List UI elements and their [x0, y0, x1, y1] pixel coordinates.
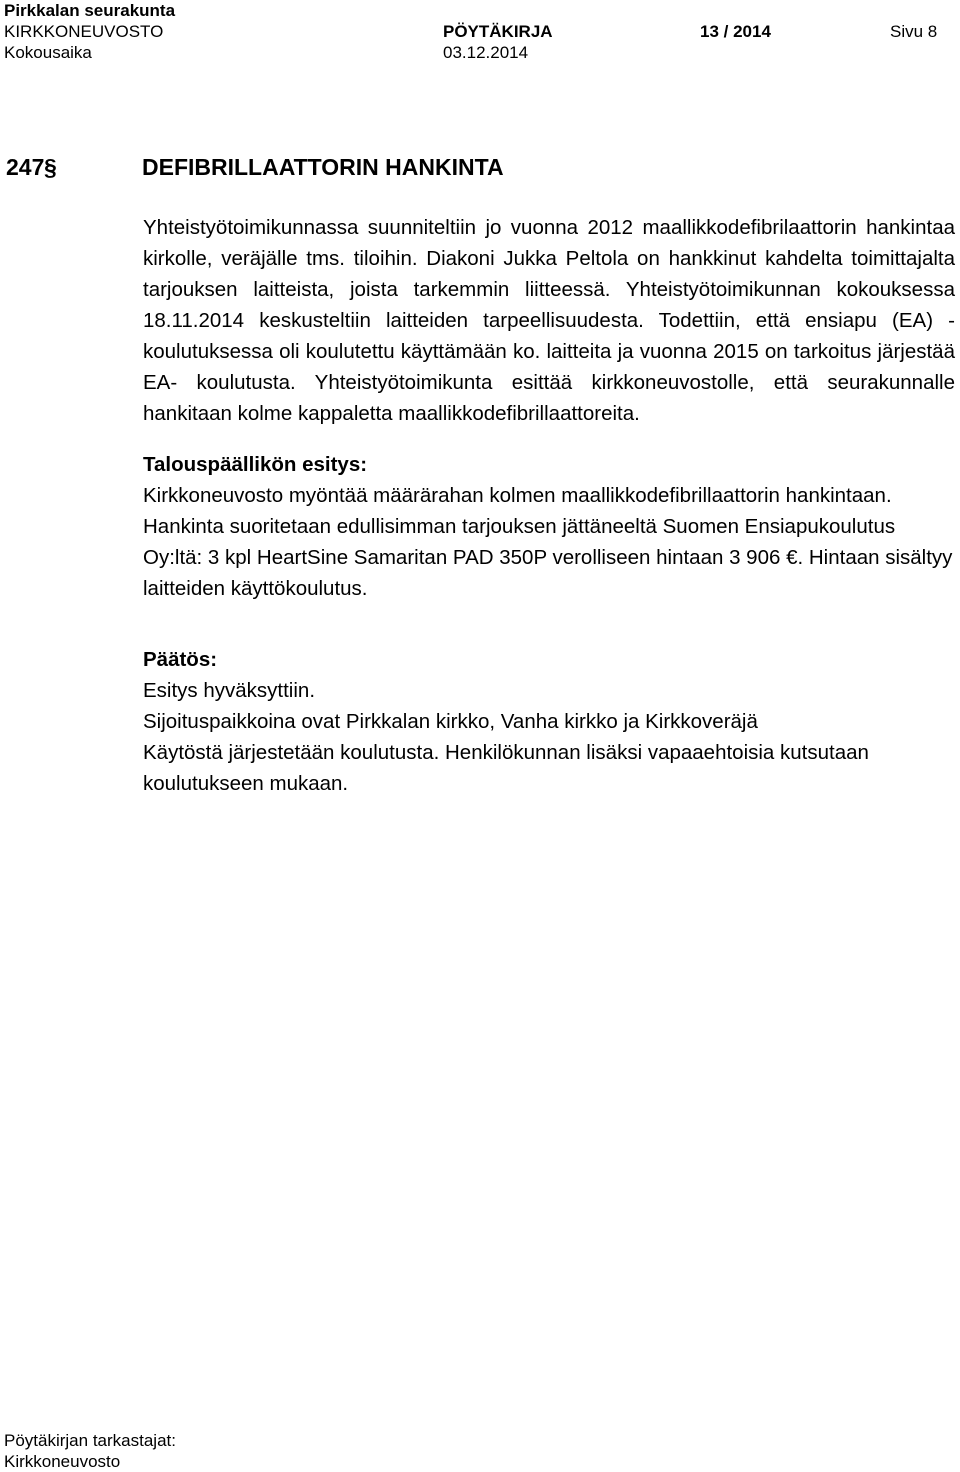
meeting-label: Kokousaika	[4, 43, 92, 62]
decision-line-3: Käytöstä järjestetään koulutusta. Henkilökunnan lisäksi vapaaehtoisia kutsutaan koulutukseen mukaan.	[143, 741, 869, 795]
proposal-line-2: Hankinta suoritetaan edullisimman tarjouksen jättäneeltä Suomen Ensiapukoulutus Oy:ltä: 3 kpl HeartSine Samaritan PAD 350P verolliseen hintaan 3 906 €. Hintaan sisältyy laitteiden käyttökoulutus.	[143, 515, 953, 600]
organization-name: Pirkkalan seurakunta	[4, 1, 176, 20]
intro-paragraph: Yhteistyötoimikunnassa suunniteltiin jo vuonna 2012 maallikkodefibrilaattorin hankintaa kirkolle, veräjälle tms. tiloihin. Diakoni Jukka Peltola on hankkinut kahdelta toimittajalta tarjouksen laitteista, joista tarkemmin liitteessä. Yhteistyötoimikunnan kokouksessa 18.11.2014 keskusteltiin laitteiden tarpeellisuudesta. Todettiin, että ensiapu (EA) -koulutuksessa oli koulutettu käyttämään ko. laitteita ja vuonna 2015 on tarkoitus järjestää EA- koulutusta. Yhteistyötoimikunta esittää kirkkoneuvostolle, että seurakunnalle hankitaan kolme kappaletta maallikkodefibrillaattoreita.	[143, 216, 955, 425]
proposal-line-1: Kirkkoneuvosto myöntää määrärahan kolmen maallikkodefibrillaattorin hankintaan.	[143, 484, 892, 507]
page-header	[4, 0, 944, 63]
meeting-date: 03.12.2014	[443, 43, 529, 62]
section-heading	[6, 150, 504, 184]
section-title: DEFIBRILLAATTORIN HANKINTA	[142, 154, 504, 180]
body-name: KIRKKONEUVOSTO	[4, 22, 164, 41]
document-type: PÖYTÄKIRJA	[443, 22, 553, 41]
footer-body: Kirkkoneuvosto	[4, 1452, 121, 1471]
footer-label: Pöytäkirjan tarkastajat:	[4, 1431, 176, 1450]
header-row-1	[4, 21, 944, 42]
section-symbol: §	[44, 154, 57, 180]
decision-line-1: Esitys hyväksyttiin.	[143, 679, 316, 702]
section-body	[143, 212, 955, 799]
page-footer	[4, 1430, 176, 1472]
section-number: 247	[6, 154, 45, 180]
proposal-label: Talouspäällikön esitys:	[143, 453, 368, 476]
page-number: Sivu 8	[890, 22, 938, 41]
header-row-2	[4, 42, 944, 63]
document-number: 13 / 2014	[700, 22, 771, 41]
decision-line-2: Sijoituspaikkoina ovat Pirkkalan kirkko, Vanha kirkko ja Kirkkoveräjä	[143, 710, 758, 733]
decision-label: Päätös:	[143, 648, 218, 671]
